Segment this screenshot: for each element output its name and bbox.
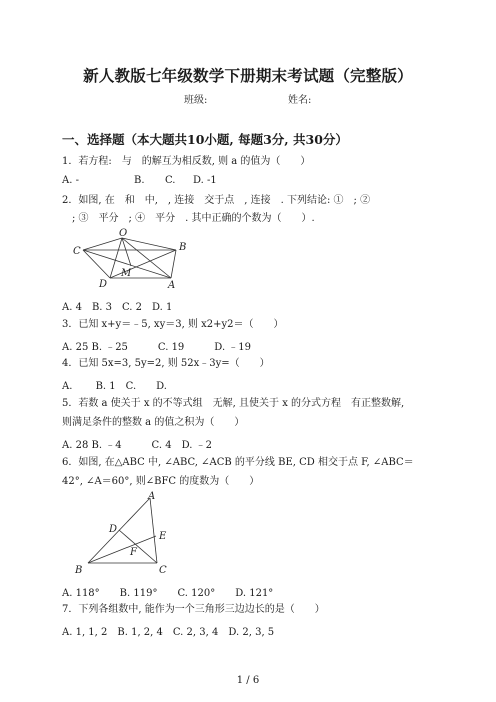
figure-6-label-e: E: [159, 531, 167, 542]
question-1-option-a: A. -: [62, 175, 79, 186]
question-1-option-b: B.: [134, 175, 145, 186]
page-number: 1 / 6: [236, 675, 260, 686]
question-4-options: A. B. 1 C. D.: [62, 381, 167, 392]
figure-6-label-a: A: [148, 491, 156, 502]
section-heading: 一、选择题（本大题共10小题, 每题3分, 共30分）: [62, 132, 348, 147]
class-label: 班级:: [184, 95, 208, 106]
question-1-stem: 1．若方程: 与 的解互为相反数, 则 a 的值为（ ）: [62, 156, 311, 167]
question-1-option-d: D. -1: [193, 175, 217, 186]
figure-2-label-d: D: [99, 279, 108, 290]
question-2-figure: [66, 228, 196, 290]
question-5-line-2: 则满足条件的整数 a 的值之积为（ ）: [62, 417, 245, 428]
question-2-line-1: 2．如图, 在 和 中, , 连接 交于点 , 连接 . 下列结论: ① ; ②: [62, 195, 371, 206]
figure-2-label-m: M: [121, 268, 132, 279]
question-6-options: A. 118° B. 119° C. 120° D. 121°: [62, 588, 274, 599]
figure-6-label-c: C: [159, 565, 167, 575]
figure-6-label-f: F: [130, 547, 137, 558]
figure-6-label-d: D: [109, 524, 118, 535]
question-7-options: A. 1, 1, 2 B. 1, 2, 4 C. 2, 3, 4 D. 2, 3, 5: [62, 627, 275, 638]
figure-6-label-b: B: [75, 565, 83, 575]
question-1-option-c: C.: [165, 175, 176, 186]
question-5-line-1: 5．若数 a 使关于 x 的不等式组 无解, 且使关于 x 的分式方程 有正整数解,: [62, 398, 405, 409]
figure-2-label-b: B: [179, 242, 187, 253]
figure-2-label-o: O: [119, 228, 128, 239]
question-3-stem: 3．已知 x+y＝﹣5, xy＝3, 则 x2+y2＝（ ）: [62, 319, 284, 330]
question-6-figure: [72, 491, 182, 575]
question-5-options: A. 28 B. ﹣4 C. 4 D. ﹣2: [62, 440, 212, 451]
figure-2-label-a: A: [168, 280, 176, 290]
question-3-options: A. 25 B. ﹣25 C. 19 D. ﹣19: [62, 342, 252, 353]
question-6-line-2: 42°, ∠A＝60°, 则∠BFC 的度数为（ ）: [62, 476, 260, 487]
question-2-line-2: ; ③ 平分 ; ④ 平分 . 其中正确的个数为（ ）.: [62, 213, 315, 224]
figure-2-label-c: C: [73, 246, 81, 257]
question-4-stem: 4．已知 5x=3, 5y=2, 则 52x﹣3y=（ ）: [62, 358, 270, 369]
question-2-options: A. 4 B. 3 C. 2 D. 1: [62, 302, 173, 313]
question-7-stem: 7．下列各组数中, 能作为一个三角形三边边长的是（ ）: [62, 604, 325, 615]
name-label: 姓名:: [288, 95, 312, 106]
page-title: 新人教版七年级数学下册期末考试题（完整版）: [83, 66, 413, 85]
question-6-line-1: 6．如图, 在△ABC 中, ∠ABC, ∠ACB 的平分线 BE, CD 相交于点 F, ∠ABC＝: [62, 457, 414, 468]
